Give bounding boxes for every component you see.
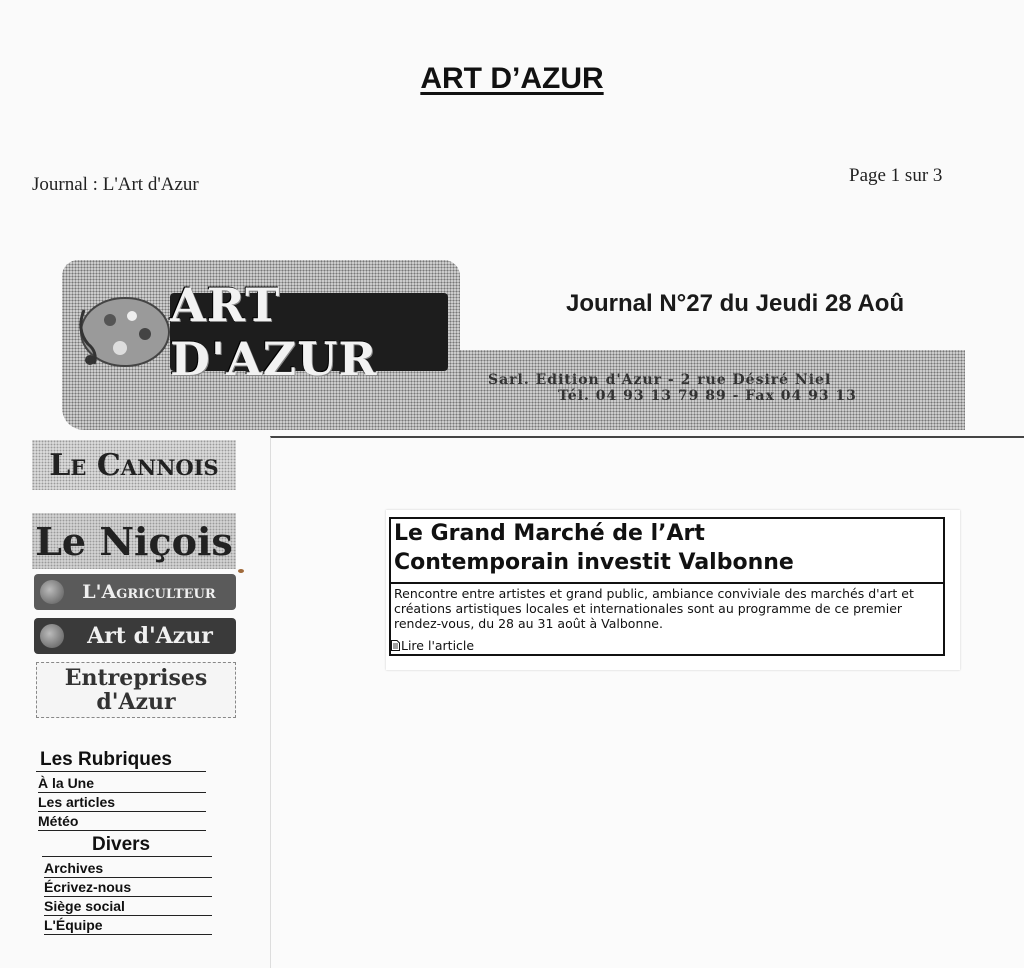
le-cannois-logo[interactable]: Le Cannois (32, 440, 236, 490)
page-info: Page 1 sur 3 (849, 165, 943, 186)
lagriculteur-logo-text: L'Agriculteur (82, 581, 216, 603)
headline-rule (391, 582, 945, 584)
article-summary: Rencontre entre artistes et grand public, ambiance conviviale des marchés d'art et créations artistiques locales et internationales sont au programme de ce premier rendez-vous, du 28 au 31 août à Valbonne. (394, 586, 914, 631)
divers-rule (42, 856, 212, 857)
menu-item-ecrivez-nous[interactable]: Écrivez-nous (44, 878, 212, 897)
read-article-link[interactable] (391, 638, 474, 653)
phone-line: Tél. 04 93 13 79 89 - Fax 04 93 13 (558, 388, 857, 404)
menu-item-lequipe[interactable]: L'Équipe (44, 916, 212, 935)
divers-heading: Divers (92, 834, 151, 855)
palette-emblem-icon (40, 624, 64, 648)
journal-label: Journal : L'Art d'Azur (32, 174, 199, 195)
document-title: ART D’AZUR (420, 62, 604, 95)
article-headline[interactable] (394, 519, 944, 577)
palette-music-emblem-icon (70, 290, 170, 374)
rubriques-heading: Les Rubriques (40, 749, 172, 770)
entreprises-dazur-logo[interactable] (36, 662, 236, 718)
le-nicois-logo[interactable]: Le Niçois (32, 513, 236, 569)
entreprises-line1: Entreprises (64, 665, 208, 691)
menu-item-siege-social[interactable]: Siège social (44, 897, 212, 916)
lagriculteur-logo[interactable] (34, 574, 236, 610)
agriculteur-emblem-icon (40, 580, 64, 604)
headline-line-1: Le Grand Marché de l’Art (394, 521, 705, 546)
entreprises-line2: d'Azur (96, 689, 176, 715)
read-article-label: Lire l'article (401, 638, 475, 653)
menu-item-archives[interactable]: Archives (44, 859, 212, 878)
speck (238, 569, 244, 573)
art-dazur-small-logo-text: Art d'Azur (87, 623, 213, 649)
menu-item-meteo[interactable]: Météo (38, 812, 206, 831)
art-dazur-logo[interactable]: ART D'AZUR (170, 293, 448, 371)
address-line: Sarl. Edition d'Azur - 2 rue Désiré Niel (488, 372, 832, 388)
menu-item-a-la-une[interactable]: À la Une (38, 774, 206, 793)
issue-title: Journal N°27 du Jeudi 28 Aoû (566, 290, 905, 317)
headline-line-2: Contemporain investit Valbonne (394, 550, 794, 575)
art-dazur-small-logo[interactable] (34, 618, 236, 654)
document-icon (391, 640, 400, 651)
rubriques-rule (36, 771, 206, 772)
menu-item-les-articles[interactable]: Les articles (38, 793, 206, 812)
masthead-address-band (420, 350, 965, 430)
